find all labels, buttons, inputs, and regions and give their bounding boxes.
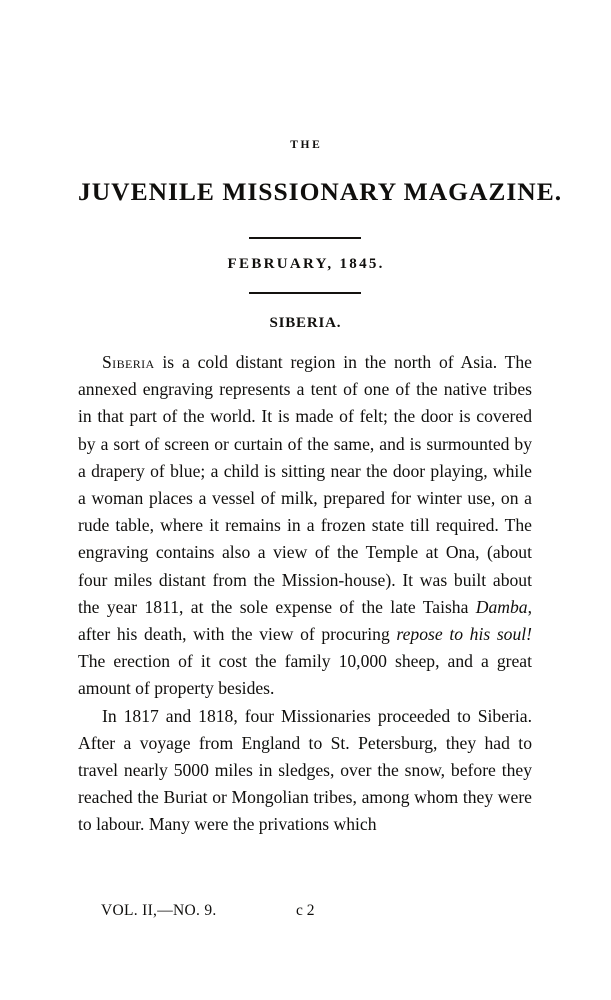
- paragraph1-part1: is a cold distant region in the north of Asia. The annexed engraving represents a tent of one of the native tribes in that part of the world. It is made of felt; the door is covered by a sort of screen or curtain of the same, and is surmounted by a drapery of blue; a child is sitting near the door playing, while a woman places a vessel of milk, prepared for winter use, on a rude table, where it remains in a frozen state till required. The engraving contains also a view of the Temple at Ona, (about four miles distant from the Mission-house). It was built about the year 1811, at the sole expense of the late Taisha: [78, 352, 532, 617]
- paragraph1-italic-repose: repose to his soul!: [396, 624, 533, 645]
- paragraph-missionaries: In 1817 and 1818, four Missionaries proceeded to Siberia. After a voyage from England to St. Petersburg, they had to travel nearly 5000 miles in sledges, over the snow, before they reached the Buriat or Mongolian tribes, among whom they were to labour. Many were the privations which: [78, 705, 532, 835]
- issue-date: FEBRUARY, 1845.: [227, 256, 385, 272]
- paragraph1-part2: , after his death, with the view of procuring: [78, 596, 532, 645]
- signature-mark: c 2: [296, 902, 315, 919]
- paragraph1-part3: The erection of it cost the family 10,000 sheep, and a great amount of property besides.: [78, 651, 532, 699]
- paragraph1-italic-damba: Damba: [475, 596, 528, 617]
- paragraph-siberia-description: [78, 349, 532, 703]
- magazine-title: JUVENILE MISSIONARY MAGAZINE.: [78, 176, 563, 206]
- masthead-the-line: THE: [290, 139, 323, 151]
- article-heading: SIBERIA.: [269, 315, 342, 331]
- article: [78, 316, 532, 839]
- article-body: [78, 349, 532, 839]
- masthead: [78, 139, 563, 294]
- opening-smallcaps: Siberia: [102, 352, 155, 372]
- volume-number: VOL. II,—NO. 9.: [101, 902, 217, 919]
- rule-below-date: [249, 292, 361, 294]
- rule-above-date: [249, 237, 361, 239]
